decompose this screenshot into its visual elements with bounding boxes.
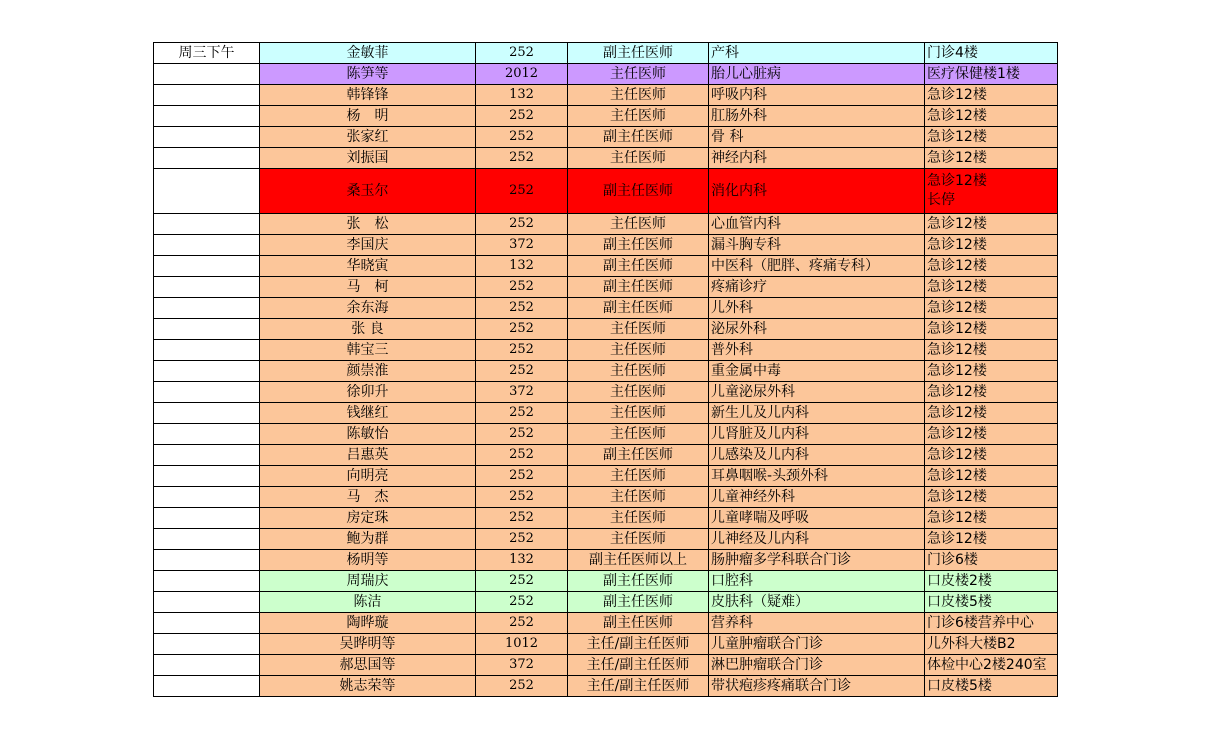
location-cell[interactable]: 急诊12楼 [925,382,1058,403]
location-cell[interactable]: 急诊12楼 [925,148,1058,169]
department-cell[interactable]: 泌尿外科 [709,319,925,340]
doctor-name-cell[interactable]: 颜崇淮 [260,361,476,382]
doctor-name-cell[interactable]: 张 良 [260,319,476,340]
table-row [154,43,1058,64]
location-cell[interactable] [925,169,1058,214]
doctor-name-cell[interactable]: 房定珠 [260,508,476,529]
location-cell[interactable]: 儿外科大楼B2 [925,634,1058,655]
table-row [154,403,1058,424]
table-row [154,85,1058,106]
table-row [154,64,1058,85]
title-cell[interactable]: 副主任医师 [568,277,709,298]
location-cell[interactable]: 急诊12楼 [925,256,1058,277]
department-cell[interactable]: 儿感染及儿内科 [709,445,925,466]
table-row [154,676,1058,697]
location-cell[interactable]: 体检中心2楼240室 [925,655,1058,676]
fee-cell[interactable]: 132 [476,256,568,277]
day-cell[interactable] [154,85,260,106]
department-cell[interactable]: 新生儿及儿内科 [709,403,925,424]
title-cell[interactable]: 主任医师 [568,340,709,361]
doctor-name-cell[interactable]: 杨 明 [260,106,476,127]
day-cell[interactable] [154,529,260,550]
table-row [154,127,1058,148]
day-cell[interactable] [154,340,260,361]
fee-cell[interactable]: 252 [476,43,568,64]
location-cell[interactable]: 急诊12楼 [925,529,1058,550]
department-cell[interactable]: 骨 科 [709,127,925,148]
table-row [154,424,1058,445]
fee-cell[interactable]: 252 [476,613,568,634]
fee-cell[interactable]: 252 [476,361,568,382]
department-cell[interactable]: 口腔科 [709,571,925,592]
location-cell[interactable]: 门诊6楼 [925,550,1058,571]
location-cell[interactable]: 门诊6楼营养中心 [925,613,1058,634]
location-cell[interactable]: 口皮楼5楼 [925,676,1058,697]
doctor-name-cell[interactable]: 吕惠英 [260,445,476,466]
fee-cell[interactable]: 252 [476,424,568,445]
fee-cell[interactable]: 252 [476,403,568,424]
department-cell[interactable]: 肠肿瘤多学科联合门诊 [709,550,925,571]
fee-cell[interactable]: 252 [476,298,568,319]
fee-cell[interactable]: 252 [476,445,568,466]
fee-cell[interactable]: 252 [476,676,568,697]
department-cell[interactable]: 疼痛诊疗 [709,277,925,298]
doctor-name-cell[interactable]: 周瑞庆 [260,571,476,592]
department-cell[interactable]: 儿肾脏及儿内科 [709,424,925,445]
location-cell[interactable]: 急诊12楼 [925,403,1058,424]
table-row [154,235,1058,256]
day-cell[interactable] [154,550,260,571]
table-row [154,106,1058,127]
title-cell[interactable]: 主任医师 [568,319,709,340]
table-row [154,340,1058,361]
day-cell[interactable] [154,127,260,148]
title-cell[interactable]: 副主任医师 [568,592,709,613]
department-cell[interactable]: 消化内科 [709,169,925,214]
title-cell[interactable]: 副主任医师 [568,445,709,466]
title-cell[interactable]: 副主任医师 [568,571,709,592]
title-cell[interactable]: 副主任医师 [568,235,709,256]
doctor-name-cell[interactable]: 刘振国 [260,148,476,169]
fee-cell[interactable]: 252 [476,148,568,169]
doctor-name-cell[interactable]: 张 松 [260,214,476,235]
title-cell[interactable]: 主任/副主任医师 [568,676,709,697]
title-cell[interactable]: 主任医师 [568,64,709,85]
schedule-body [154,43,1058,697]
doctor-name-cell[interactable]: 钱继红 [260,403,476,424]
doctor-name-cell[interactable]: 吴晔明等 [260,634,476,655]
day-cell[interactable]: 周三下午 [154,43,260,64]
day-cell[interactable] [154,508,260,529]
fee-cell[interactable]: 2012 [476,64,568,85]
doctor-name-cell[interactable]: 张家红 [260,127,476,148]
location-cell[interactable]: 口皮楼2楼 [925,571,1058,592]
table-row [154,361,1058,382]
day-cell[interactable] [154,592,260,613]
fee-cell[interactable]: 252 [476,340,568,361]
day-cell[interactable] [154,235,260,256]
table-row [154,256,1058,277]
day-cell[interactable] [154,256,260,277]
title-cell[interactable]: 主任医师 [568,361,709,382]
table-row [154,277,1058,298]
doctor-name-cell[interactable]: 郝思国等 [260,655,476,676]
department-cell[interactable]: 营养科 [709,613,925,634]
department-cell[interactable]: 呼吸内科 [709,85,925,106]
fee-cell[interactable]: 1012 [476,634,568,655]
title-cell[interactable]: 主任医师 [568,382,709,403]
department-cell[interactable]: 儿童肿瘤联合门诊 [709,634,925,655]
day-cell[interactable] [154,676,260,697]
title-cell[interactable]: 副主任医师 [568,256,709,277]
day-cell[interactable] [154,571,260,592]
table-row [154,529,1058,550]
doctor-name-cell[interactable]: 华晓寅 [260,256,476,277]
doctor-name-cell[interactable]: 陈洁 [260,592,476,613]
location-cell[interactable]: 急诊12楼 [925,361,1058,382]
fee-cell[interactable]: 252 [476,127,568,148]
day-cell[interactable] [154,64,260,85]
fee-cell[interactable]: 132 [476,550,568,571]
table-row [154,508,1058,529]
day-cell[interactable] [154,466,260,487]
location-cell[interactable]: 急诊12楼 [925,85,1058,106]
location-cell[interactable]: 急诊12楼 [925,424,1058,445]
department-cell[interactable]: 淋巴肿瘤联合门诊 [709,655,925,676]
location-note: 长停 [927,192,955,208]
title-cell[interactable]: 副主任医师以上 [568,550,709,571]
location-cell[interactable]: 急诊12楼 [925,298,1058,319]
doctor-name-cell[interactable]: 陶晔璇 [260,613,476,634]
location-cell[interactable]: 急诊12楼 [925,277,1058,298]
department-cell[interactable]: 皮肤科（疑难） [709,592,925,613]
location-cell[interactable]: 急诊12楼 [925,508,1058,529]
table-row [154,148,1058,169]
location-cell[interactable]: 急诊12楼 [925,319,1058,340]
day-cell[interactable] [154,634,260,655]
doctor-name-cell[interactable]: 韩锋锋 [260,85,476,106]
table-row [154,214,1058,235]
title-cell[interactable]: 主任医师 [568,106,709,127]
day-cell[interactable] [154,361,260,382]
doctor-name-cell[interactable]: 余东海 [260,298,476,319]
department-cell[interactable]: 耳鼻咽喉-头颈外科 [709,466,925,487]
location-cell[interactable]: 急诊12楼 [925,106,1058,127]
table-row [154,466,1058,487]
title-cell[interactable]: 副主任医师 [568,127,709,148]
day-cell[interactable] [154,445,260,466]
doctor-name-cell[interactable]: 陈笋等 [260,64,476,85]
day-cell[interactable] [154,424,260,445]
department-cell[interactable]: 漏斗胸专科 [709,235,925,256]
department-cell[interactable]: 儿童哮喘及呼吸 [709,508,925,529]
fee-cell[interactable]: 252 [476,466,568,487]
location-cell[interactable]: 口皮楼5楼 [925,592,1058,613]
day-cell[interactable] [154,403,260,424]
title-cell[interactable]: 副主任医师 [568,43,709,64]
title-cell[interactable]: 主任医师 [568,487,709,508]
day-cell[interactable] [154,382,260,403]
doctor-name-cell[interactable]: 徐卯升 [260,382,476,403]
table-row [154,445,1058,466]
department-cell[interactable]: 带状疱疹疼痛联合门诊 [709,676,925,697]
title-cell[interactable]: 主任/副主任医师 [568,634,709,655]
day-cell[interactable] [154,655,260,676]
fee-cell[interactable]: 132 [476,85,568,106]
title-cell[interactable]: 副主任医师 [568,169,709,214]
department-cell[interactable]: 中医科（肥胖、疼痛专科） [709,256,925,277]
location-cell[interactable]: 急诊12楼 [925,466,1058,487]
day-cell[interactable] [154,214,260,235]
fee-cell[interactable]: 252 [476,529,568,550]
table-row [154,613,1058,634]
day-cell[interactable] [154,148,260,169]
doctor-name-cell[interactable]: 向明亮 [260,466,476,487]
fee-cell[interactable]: 372 [476,235,568,256]
location-cell[interactable]: 急诊12楼 [925,340,1058,361]
location-cell[interactable]: 急诊12楼 [925,127,1058,148]
department-cell[interactable]: 普外科 [709,340,925,361]
location-cell[interactable]: 医疗保健楼1楼 [925,64,1058,85]
location-cell[interactable]: 急诊12楼 [925,214,1058,235]
fee-cell[interactable]: 252 [476,487,568,508]
department-cell[interactable]: 儿童泌尿外科 [709,382,925,403]
location-cell[interactable]: 急诊12楼 [925,445,1058,466]
fee-cell[interactable]: 252 [476,319,568,340]
fee-cell[interactable]: 252 [476,592,568,613]
title-cell[interactable]: 主任医师 [568,214,709,235]
day-cell[interactable] [154,613,260,634]
location-cell[interactable]: 急诊12楼 [925,235,1058,256]
fee-cell[interactable]: 252 [476,277,568,298]
doctor-name-cell[interactable]: 马 柯 [260,277,476,298]
table-row [154,382,1058,403]
fee-cell[interactable]: 372 [476,655,568,676]
title-cell[interactable]: 主任/副主任医师 [568,655,709,676]
title-cell[interactable]: 主任医师 [568,424,709,445]
doctor-name-cell[interactable]: 桑玉尔 [260,169,476,214]
fee-cell[interactable]: 252 [476,571,568,592]
location-line: 急诊12楼 [927,173,987,189]
table-row [154,487,1058,508]
day-cell[interactable] [154,487,260,508]
table-row [154,571,1058,592]
title-cell[interactable]: 副主任医师 [568,298,709,319]
fee-cell[interactable]: 252 [476,169,568,214]
day-cell[interactable] [154,277,260,298]
doctor-name-cell[interactable]: 李国庆 [260,235,476,256]
fee-cell[interactable]: 252 [476,106,568,127]
title-cell[interactable]: 主任医师 [568,148,709,169]
department-cell[interactable]: 肛肠外科 [709,106,925,127]
fee-cell[interactable]: 252 [476,508,568,529]
day-cell[interactable] [154,106,260,127]
table-row [154,298,1058,319]
location-cell[interactable]: 门诊4楼 [925,43,1058,64]
doctor-name-cell[interactable]: 杨明等 [260,550,476,571]
table-row [154,634,1058,655]
department-cell[interactable]: 胎儿心脏病 [709,64,925,85]
table-row [154,319,1058,340]
doctor-name-cell[interactable]: 金敏菲 [260,43,476,64]
title-cell[interactable]: 主任医师 [568,85,709,106]
department-cell[interactable]: 儿神经及儿内科 [709,529,925,550]
fee-cell[interactable]: 252 [476,214,568,235]
doctor-name-cell[interactable]: 鲍为群 [260,529,476,550]
table-row [154,655,1058,676]
table-row [154,592,1058,613]
schedule-table [153,42,1058,697]
department-cell[interactable]: 心血管内科 [709,214,925,235]
title-cell[interactable]: 副主任医师 [568,613,709,634]
title-cell[interactable]: 主任医师 [568,508,709,529]
doctor-name-cell[interactable]: 陈敏怡 [260,424,476,445]
table-row [154,169,1058,214]
doctor-name-cell[interactable]: 姚志荣等 [260,676,476,697]
table-row [154,550,1058,571]
day-cell[interactable] [154,169,260,214]
title-cell[interactable]: 主任医师 [568,466,709,487]
title-cell[interactable]: 主任医师 [568,403,709,424]
department-cell[interactable]: 儿外科 [709,298,925,319]
fee-cell[interactable]: 372 [476,382,568,403]
title-cell[interactable]: 主任医师 [568,529,709,550]
location-cell[interactable]: 急诊12楼 [925,487,1058,508]
department-cell[interactable]: 重金属中毒 [709,361,925,382]
department-cell[interactable]: 神经内科 [709,148,925,169]
doctor-name-cell[interactable]: 韩宝三 [260,340,476,361]
day-cell[interactable] [154,319,260,340]
department-cell[interactable]: 儿童神经外科 [709,487,925,508]
doctor-name-cell[interactable]: 马 杰 [260,487,476,508]
day-cell[interactable] [154,298,260,319]
department-cell[interactable]: 产科 [709,43,925,64]
